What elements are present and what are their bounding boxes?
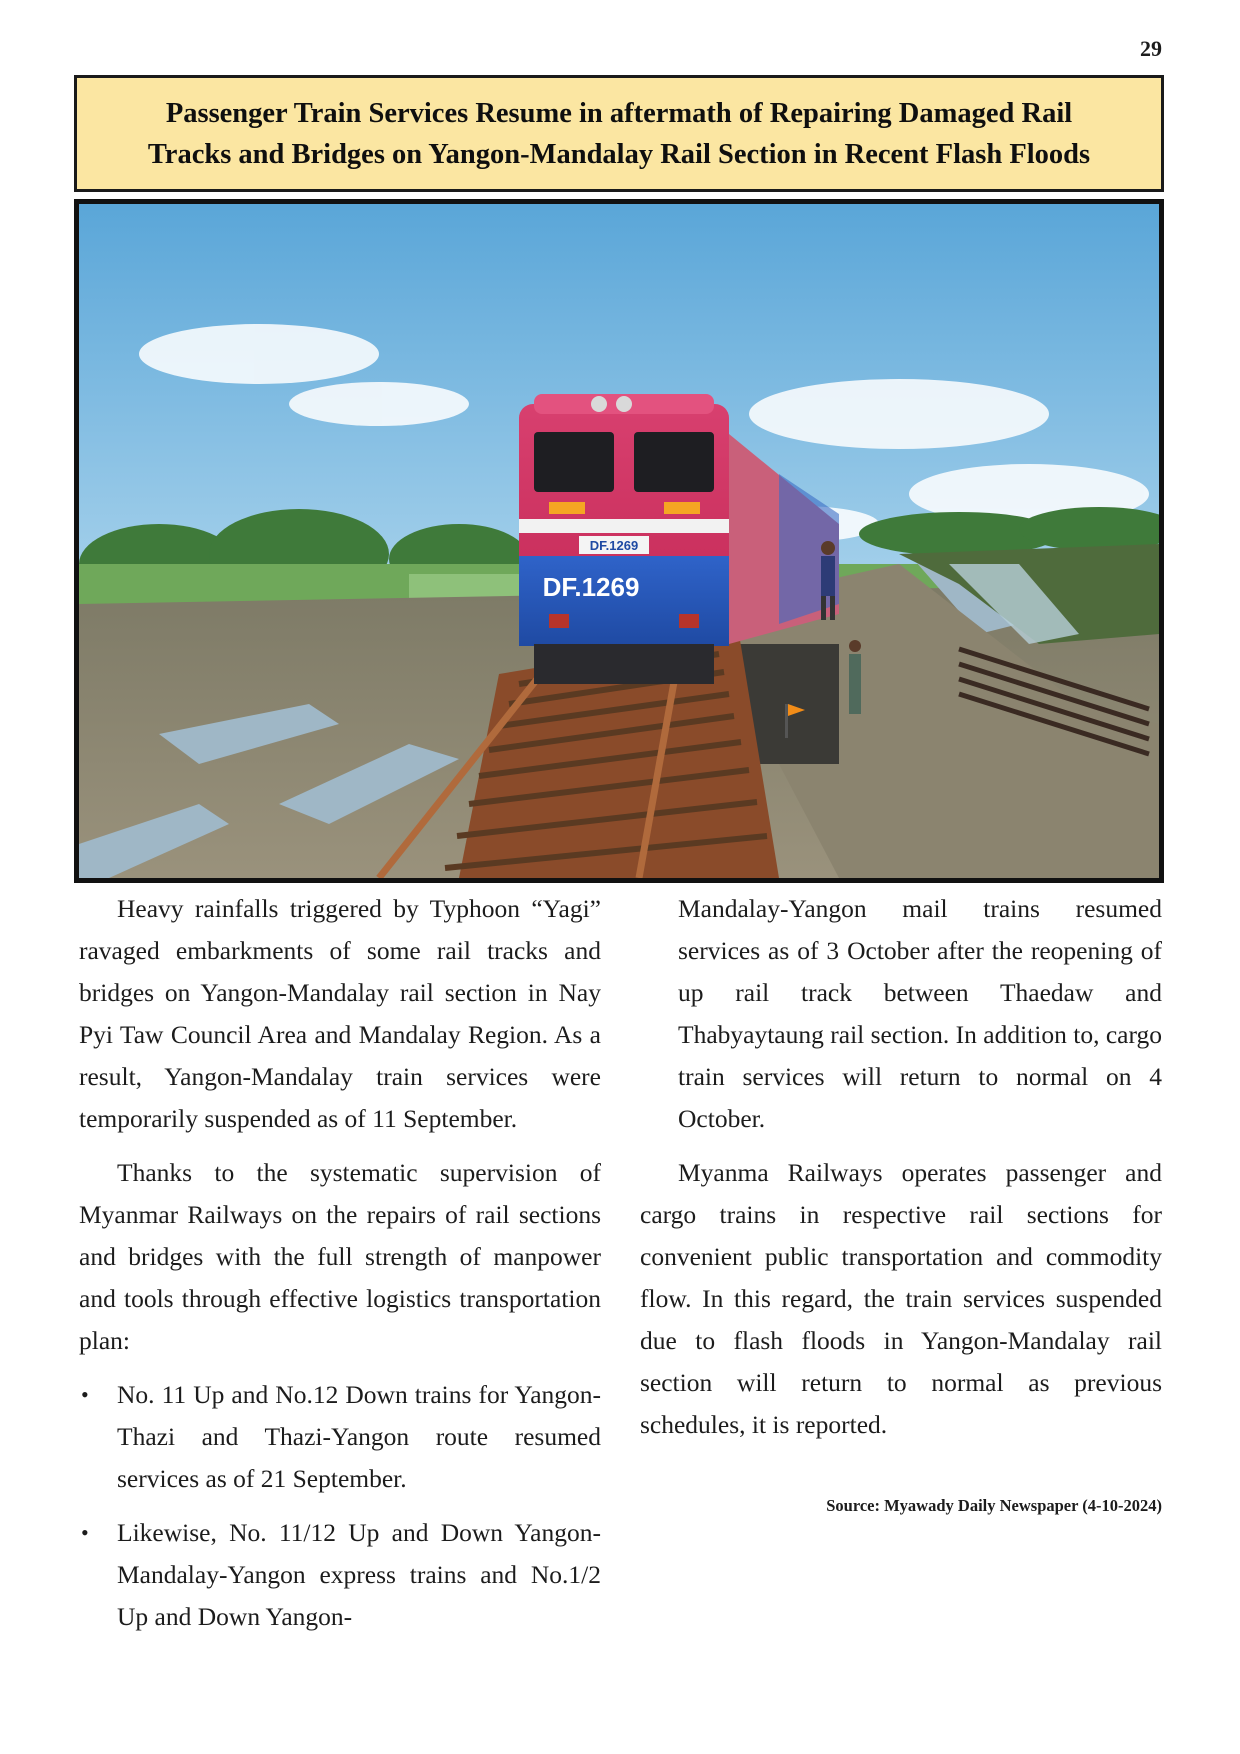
locomotive-number: DF.1269: [542, 572, 640, 602]
list-item-text: No. 11 Up and No.12 Down trains for Yangon-Thazi and Thazi-Yangon route resumed services as of 21 September.: [117, 1380, 601, 1493]
article-paragraph-1: Heavy rainfalls triggered by Typhoon “Yagi” ravaged embarkments of some rail tracks and bridges on Yangon-Mandalay rail section in Nay Pyi Taw Council Area and Mandalay Region. As a result, Yangon-Mandalay train services were temporarily suspended as of 11 September.: [79, 894, 601, 1133]
article-title: [74, 75, 1164, 192]
article-column-right: [640, 888, 1162, 1458]
title-line-1: Passenger Train Services Resume in aftermath of Repairing Damaged Rail: [165, 97, 1073, 129]
list-item: [79, 1512, 601, 1638]
train-photo-illustration: [79, 204, 1159, 878]
article-paragraph-3: Myanma Railways operates passenger and cargo trains in respective rail sections for convenient public transportation and commodity flow. In this regard, the train services suspended due to flash floods in Yangon-Mandalay rail section will return to normal as previous schedules, it is reported.: [640, 1158, 1162, 1439]
train-photo: [74, 199, 1164, 883]
bullet-icon: •: [81, 1382, 89, 1407]
title-line-2: Tracks and Bridges on Yangon-Mandalay Rail Section in Recent Flash Floods: [147, 138, 1091, 170]
article-column-left: [79, 888, 601, 1650]
bullet-continuation: Mandalay-Yangon mail trains resumed services as of 3 October after the reopening of up rail track between Thaedaw and Thabyaytaung rail section. In addition to, cargo train services will return to normal on 4 October.: [678, 894, 1162, 1133]
article-paragraph-2: Thanks to the systematic supervision of Myanmar Railways on the repairs of rail sections and bridges with the full strength of manpower and tools through effective logistics transportation plan:: [79, 1158, 601, 1355]
resumed-services-list: [79, 1374, 601, 1638]
bullet-icon: •: [81, 1520, 89, 1545]
page-number: 29: [1140, 36, 1162, 61]
list-item: [79, 1374, 601, 1500]
list-item-text: Likewise, No. 11/12 Up and Down Yangon-Mandalay-Yangon express trains and No.1/2 Up and Down Yangon-: [117, 1518, 601, 1631]
locomotive-plate: DF.1269: [589, 538, 639, 553]
source-credit: Source: Myawady Daily Newspaper (4-10-2024): [826, 1496, 1162, 1515]
